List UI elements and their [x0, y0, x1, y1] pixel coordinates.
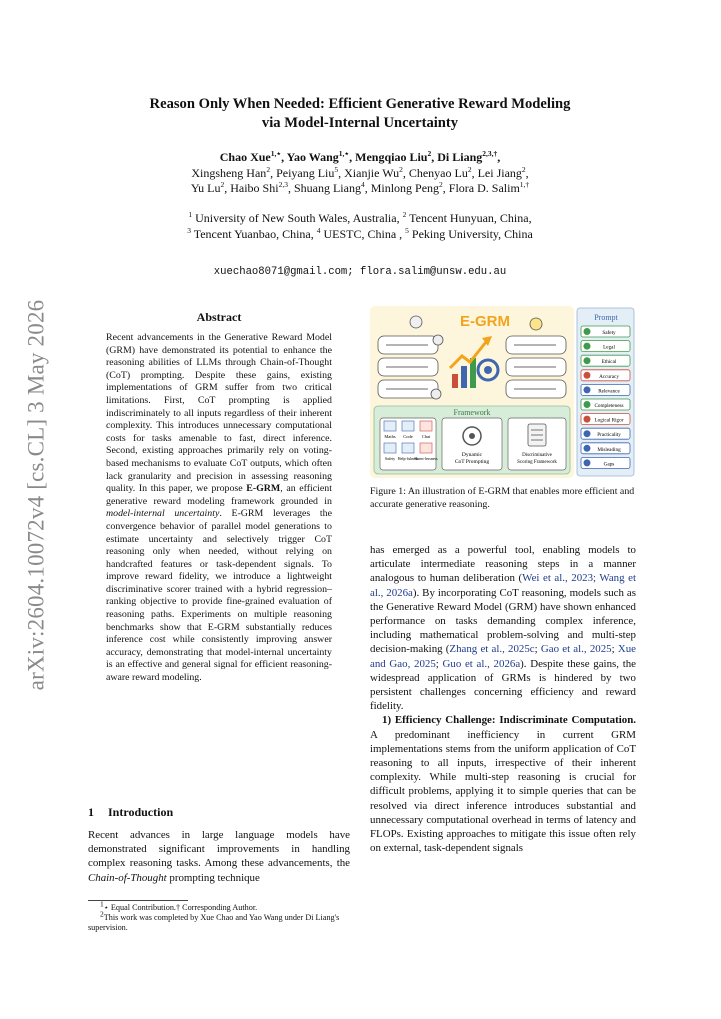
- footnote-1: $^1$⋆ Equal Contribution.† Corresponding Author.: [100, 899, 258, 912]
- criterion-label: Practicality: [597, 432, 621, 439]
- figure-1-egrm-illustration: [370, 306, 635, 478]
- criterion-label: Relevance: [598, 388, 620, 395]
- criterion-icon: [584, 445, 591, 452]
- citation-gao[interactable]: Gao et al., 2025: [540, 643, 612, 656]
- svg-text:Scoring Framework: Scoring Framework: [517, 460, 557, 465]
- criterion-icon: [584, 357, 591, 364]
- criterion-icon: [584, 416, 591, 423]
- prompt-label: Prompt: [594, 313, 618, 322]
- author-name: Yao Wang$^{1,⋆}$: [286, 149, 350, 164]
- author-name: Mengqiao Liu$^2$: [355, 149, 432, 164]
- author-name: Flora D. Salim$^{1,\dagger}$: [448, 180, 530, 195]
- svg-text:Discriminative: Discriminative: [522, 453, 552, 458]
- author-name: Shuang Liang$^4$: [293, 180, 365, 195]
- affiliations-line-2: $^3$ Tencent Yuanbao, China, $^4$ UESTC, China , $^5$ Peking University, China: [187, 226, 533, 241]
- citation-wei-wang[interactable]: Wei et al., 2023; Wang et al., 2026a: [370, 572, 636, 599]
- author-name: Xianjie Wu$^2$: [344, 164, 403, 180]
- svg-text:Dynamic: Dynamic: [461, 452, 483, 458]
- affiliation: University of New South Wales, Australia,: [192, 211, 403, 225]
- svg-text:Harm-lessness: Harm-lessness: [414, 456, 438, 461]
- abstract-text-b: , an efficient generative reward modeling framework grounded in: [106, 483, 332, 507]
- dynamic-cot-box: [442, 418, 502, 470]
- contact-emails[interactable]: xuechao8071@gmail.com; flora.salim@unsw.edu.au: [213, 266, 507, 278]
- paragraph-efficiency: 1) Efficiency Challenge: Indiscriminate Computation. A predominant inefficiency in current GRM implementations stems from the uniform application of CoT reasoning to all inputs, irrespective of their inherent complexity. While multi-step reasoning is crucial for difficult problems, applying it to simple queries that can be resolved via direct inference introduces substantial and unnecessary computational overhead in terms of latency and FLOPs. Existing approaches to mitigate this issue often rely on external, task-dependent signals: [370, 714, 636, 855]
- criterion-label: Misleading: [597, 446, 621, 453]
- svg-text:Code: Code: [403, 434, 413, 439]
- criterion-icon: [584, 430, 591, 437]
- discriminative-scoring-box: [508, 418, 566, 470]
- criterion-label: Accuracy: [599, 373, 619, 380]
- intro-emphasis: Chain-of-Thought: [88, 871, 167, 884]
- framework-label: Framework: [453, 408, 491, 417]
- criterion-icon: [584, 343, 591, 350]
- footnotes: [88, 899, 350, 934]
- task-types-box: [380, 418, 438, 470]
- affiliations-line-1: $^1$ University of New South Wales, Australia, $^2$ Tencent Hunyuan, China,: [188, 210, 532, 225]
- criterion-label: Legal: [603, 344, 615, 351]
- intro-text-b: prompting technique: [166, 871, 260, 884]
- author-name: Yu Lu$^2$: [190, 180, 225, 195]
- abstract-text-a: Recent advancements in the Generative Reward Model (GRM) have demonstrated its potential to enhance the reasoning abilities of LLMs through Chain-of-Thought (CoT) prompting. Despite these gains, existing implementations of GRM suffer from two critical limitations. First, CoT prompting is applied indiscriminately to all inputs regardless of their inherent complexity. This introduces unnecessary computational costs for tasks amenable to fast, direct inference. Second, existing approaches primarily rely on voting-based mechanisms to evaluate CoT outputs, which often lack granularity and precision in assessing reasoning quality. In this paper, we propose: [106, 332, 332, 495]
- section-heading-introduction: [88, 805, 173, 820]
- criterion-icon: [584, 401, 591, 408]
- citation-zhang[interactable]: Zhang et al., 2025c: [449, 643, 535, 656]
- authors-line-3: Yu Lu$^2$, Haibo Shi$^{2,3}$, Shuang Liang$^4$, Minlong Peng$^2$, Flora D. Salim$^{1,\dagger}$: [190, 180, 530, 195]
- right-column-text: [370, 543, 636, 855]
- abstract-method-name: E-GRM: [246, 483, 281, 495]
- author-name: Di Liang$^{2,3,\dagger}$: [437, 149, 498, 164]
- criterion-label: Logical Rigor: [594, 417, 624, 424]
- abstract-text-c: . E-GRM leverages the convergence behavior of parallel model generations to estimate uncertainty and selectively trigger CoT reasoning only when needed, without relying on handcrafted features or task-dependent signals. To improve reward fidelity, we introduce a lightweight discriminative scorer trained with a hybrid regression–ranking objective to provide fine-grained evaluation of reasoning paths. Experiments on multiple reasoning benchmarks show that E-GRM substantially reduces inference cost while consistently improving answer accuracy, demonstrating that model-internal uncertainty is an effective and general signal for efficient reasoning-aware reward modeling.: [106, 508, 332, 684]
- affiliation: Tencent Yuanbao, China,: [190, 227, 317, 241]
- author-list: [90, 150, 630, 197]
- section-number: 1: [88, 805, 94, 819]
- svg-text:Maths: Maths: [384, 434, 396, 439]
- figure-1-caption: Figure 1: An illustration of E-GRM that enables more efficient and accurate generative reasoning.: [370, 486, 635, 510]
- citation-guo[interactable]: Guo et al., 2026a: [442, 657, 521, 670]
- affiliation: Peking University, China: [408, 227, 533, 241]
- lightbulb-icon: [530, 318, 542, 330]
- author-name: Peiyang Liu$^5$: [276, 164, 339, 180]
- arxiv-id: arXiv:2604.10072v4 [cs.CL] 3 May 2026: [23, 299, 48, 691]
- section-title: Introduction: [108, 805, 174, 819]
- title-line-2: via Model-Internal Uncertainty: [261, 115, 459, 131]
- criterion-icon: [584, 459, 591, 466]
- efficiency-heading: 1) Efficiency Challenge: Indiscriminate Computation.: [382, 714, 636, 727]
- affiliation: UESTC, China ,: [320, 227, 406, 241]
- paragraph-cot: has emerged as a powerful tool, enabling models to articulate intermediate reasoning steps in a manner analogous to human deliberation (Wei et al., 2023; Wang et al., 2026a). By incorporating CoT reasoning, models such as the Generative Reward Model (GRM) have shown enhanced performance on tasks demanding complex inference, including mathematical problem-solving and multi-step decision-making (Zhang et al., 2025c; Gao et al., 2025; Xue and Gao, 2025; Guo et al., 2026a). Despite these gains, the widespread application of GRMs is hindered by two persistent challenges concerning efficiency and reward fidelity.: [370, 544, 636, 713]
- footnote-2: $^2$This work was completed by Xue Chao and Yao Wang under Di Liang's supervision.: [88, 909, 340, 933]
- abstract-body: [106, 332, 332, 685]
- svg-text:Help-fulness: Help-fulness: [397, 456, 419, 461]
- abstract-emphasis: model-internal uncertainty: [106, 508, 220, 520]
- criterion-label: Completeness: [594, 403, 624, 409]
- criterion-label: Gaps: [603, 461, 615, 468]
- author-name: Haibo Shi$^{2,3}$: [230, 180, 288, 195]
- criterion-icon: [584, 386, 591, 393]
- author-name: Minlong Peng$^2$: [370, 180, 443, 195]
- abstract-heading: Abstract: [196, 310, 242, 324]
- criterion-label: Ethical: [601, 359, 617, 366]
- svg-text:Chat: Chat: [421, 434, 431, 439]
- citation-xue-gao[interactable]: Xue and Gao, 2025: [370, 643, 636, 670]
- title-line-1: Reason Only When Needed: Efficient Generative Reward Modeling: [149, 96, 571, 112]
- snail-icon: [410, 316, 422, 328]
- arxiv-sidebar-stamp: [14, 295, 58, 695]
- criterion-icon: [584, 372, 591, 379]
- author-name: Lei Jiang$^2$: [477, 164, 526, 180]
- figure-1-graphic: [370, 306, 635, 478]
- author-name: Chao Xue$^{1,⋆}$: [219, 149, 282, 164]
- svg-text:CoT Prompting: CoT Prompting: [454, 459, 490, 465]
- authors-line-2: Xingsheng Han$^2$, Peiyang Liu$^5$, Xianjie Wu$^2$, Chenyao Lu$^2$, Lei Jiang$^2$,: [191, 164, 529, 180]
- paper-title: [90, 95, 630, 133]
- svg-text:Safety: Safety: [384, 456, 396, 461]
- author-name: Chenyao Lu$^2$: [408, 164, 472, 180]
- intro-text-a: Recent advances in large language models have demonstrated significant improvements in handling complex reasoning tasks. Among these advancements, the: [88, 829, 350, 870]
- figure-logo: E-GRM: [460, 313, 510, 330]
- affiliation: Tencent Hunyuan, China,: [406, 211, 532, 225]
- authors-line-1: Chao Xue$^{1,⋆}$, Yao Wang$^{1,⋆}$, Mengqiao Liu$^2$, Di Liang$^{2,3,\dagger}$,: [219, 149, 501, 164]
- criterion-icon: [584, 328, 591, 335]
- introduction-text: [88, 828, 350, 885]
- author-name: Xingsheng Han$^2$: [191, 164, 271, 180]
- criterion-label: Safety: [602, 330, 616, 336]
- affiliations: [90, 210, 630, 242]
